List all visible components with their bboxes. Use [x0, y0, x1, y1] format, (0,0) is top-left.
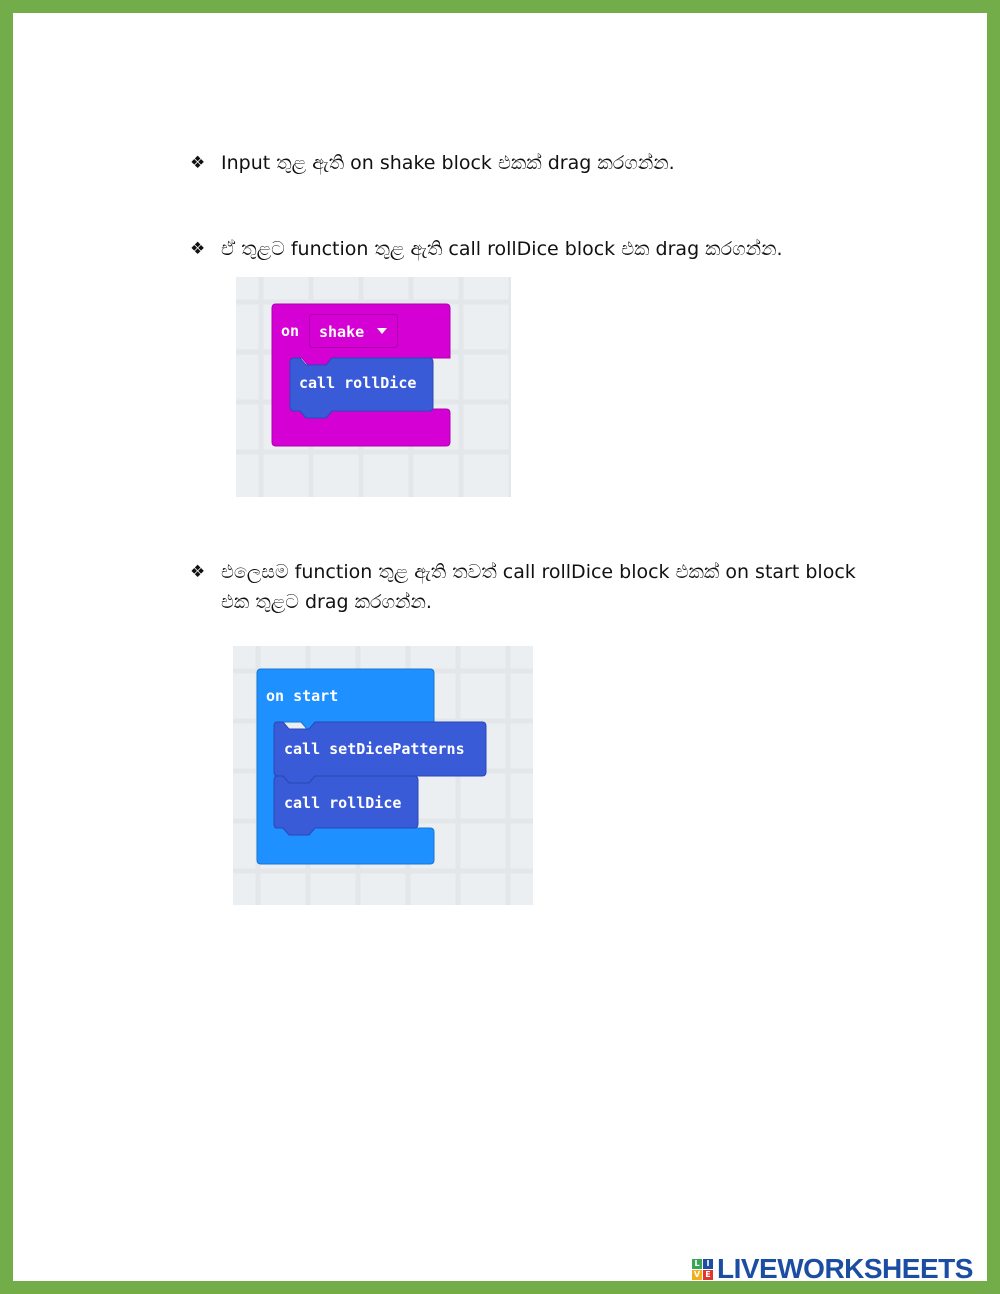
instruction-text: Input තුළ ඇති on shake block එකක් drag කරගන්න.: [221, 152, 675, 174]
call-setdicepatterns-label: call setDicePatterns: [284, 740, 465, 758]
logo-squares-icon: [692, 1259, 713, 1280]
instruction-2: [190, 234, 881, 264]
bullet-icon: ❖: [190, 153, 206, 173]
logo-square-v: V: [693, 1269, 701, 1279]
bullet-icon: ❖: [190, 239, 206, 259]
instruction-text: එලෙසම function තුළ ඇති තවත් call rollDice block එකක් on start block එක තුළට drag කරගන්න.: [221, 561, 856, 613]
on-start-label: on start: [266, 687, 339, 705]
on-start-block-shape: [233, 646, 533, 905]
dropdown-value: shake: [319, 323, 365, 341]
logo-text: LIVEWORKSHEETS: [717, 1253, 973, 1284]
instruction-3: [190, 557, 881, 617]
call-rolldice-label: call rollDice: [299, 374, 417, 392]
blocks-workspace-2: [233, 646, 533, 905]
liveworksheets-logo: [692, 1254, 973, 1284]
event-dropdown[interactable]: [309, 314, 398, 348]
logo-square-e: E: [703, 1270, 713, 1280]
event-label: on: [281, 322, 300, 340]
blocks-workspace-1: [236, 277, 511, 497]
instruction-1: [190, 148, 881, 178]
call-rolldice-label: call rollDice: [284, 794, 402, 812]
logo-square-l: L: [692, 1259, 702, 1269]
caret-down-icon: [377, 328, 387, 334]
instruction-text: ඒ තුළට function තුළ ඇති call rollDice block එක drag කරගන්න.: [221, 238, 783, 260]
bullet-icon: ❖: [190, 562, 206, 582]
logo-square-i: I: [703, 1259, 713, 1269]
